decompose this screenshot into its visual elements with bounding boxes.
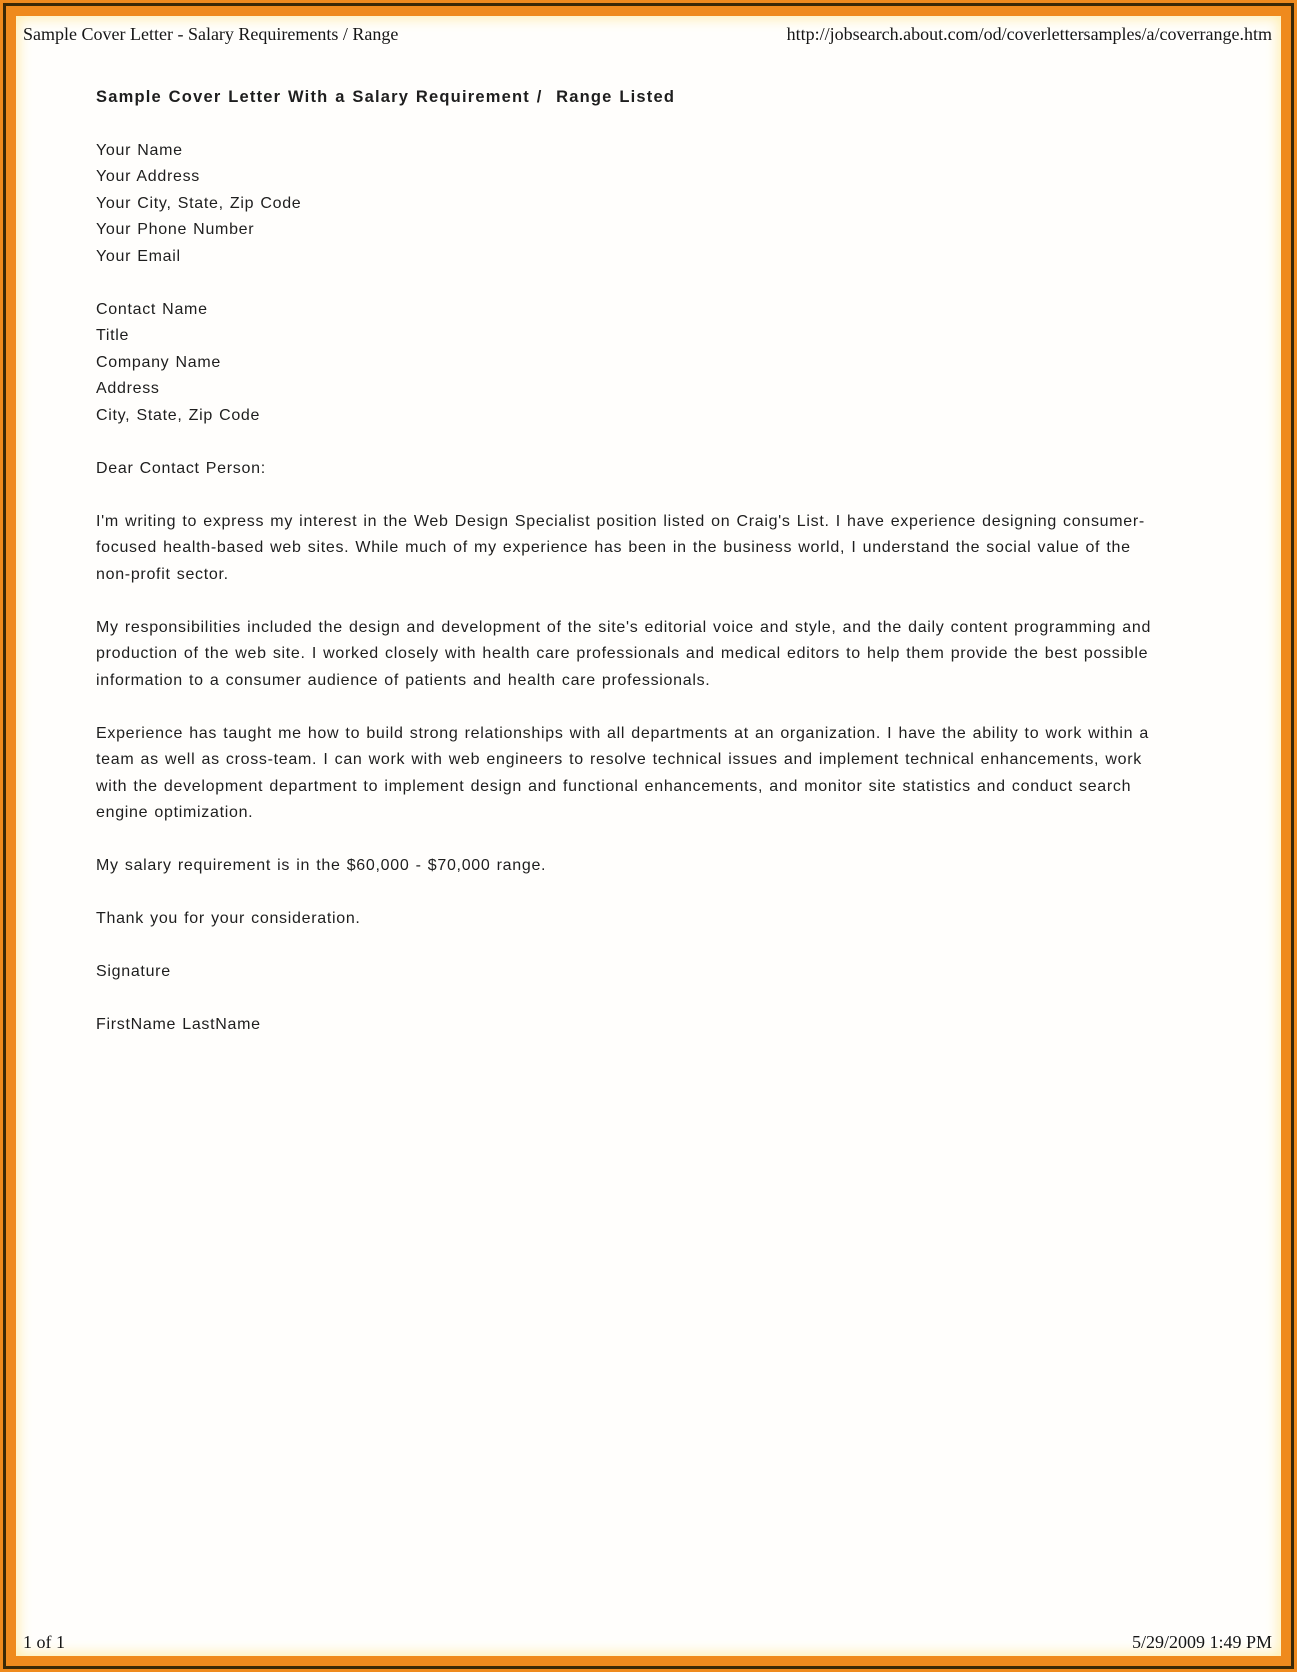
letter-heading: Sample Cover Letter With a Salary Requirement / Range Listed xyxy=(96,88,676,106)
recipient-address-block xyxy=(96,297,1223,430)
body-paragraph: My responsibilities included the design and development of the site's editorial voice and style, and the daily content programming and production of the web site. I worked closely with health care professionals and medical editors to help them provide the best possible information to a consumer audience of patients and health care professionals. xyxy=(96,618,1152,689)
header-url: http://jobsearch.about.com/od/coverlettersamples/a/coverrange.htm xyxy=(786,24,1272,44)
sender-line: Your City, State, Zip Code xyxy=(96,194,302,212)
header-doc-title: Sample Cover Letter - Salary Requirements / Range xyxy=(23,24,399,44)
print-header xyxy=(23,23,1272,45)
body-paragraph: I'm writing to express my interest in the Web Design Specialist position listed on Craig's List. I have experience designing consumer-focused health-based web sites. While much of my experience has been in the business world, I understand the social value of the non-profit sector. xyxy=(96,512,1145,583)
recipient-line: Title xyxy=(96,327,130,344)
sender-line: Your Phone Number xyxy=(96,221,255,238)
recipient-line: City, State, Zip Code xyxy=(96,406,261,424)
footer-page-number: 1 of 1 xyxy=(23,1632,65,1652)
frame-dark-line xyxy=(3,3,1294,1669)
recipient-line: Address xyxy=(96,380,160,397)
salutation: Dear Contact Person: xyxy=(96,459,266,477)
recipient-line: Contact Name xyxy=(96,300,208,318)
closing-signature-label: Signature xyxy=(96,963,171,980)
footer-datetime: 5/29/2009 1:49 PM xyxy=(1131,1632,1272,1652)
document-page xyxy=(16,16,1281,1656)
sender-address-block xyxy=(96,138,1223,271)
sender-line: Your Name xyxy=(96,141,183,159)
body-paragraph: Experience has taught me how to build strong relationships with all departments at an organization. I have the ability to work within a team as well as cross-team. I can work with web engineers to resolve technical issues and implement technical enhancements, work with the development department to implement design and functional enhancements, and monitor site statistics and conduct search engine optimization. xyxy=(96,724,1150,821)
salary-requirement-line: My salary requirement is in the $60,000 - $70,000 range. xyxy=(96,857,547,874)
recipient-line: Company Name xyxy=(96,353,222,371)
signature-name: FirstName LastName xyxy=(96,1016,261,1033)
thanks-line: Thank you for your consideration. xyxy=(96,910,361,927)
sender-line: Your Address xyxy=(96,168,200,185)
sender-line: Your Email xyxy=(96,247,181,265)
print-footer xyxy=(23,1631,1272,1653)
cover-letter xyxy=(96,84,1223,1065)
